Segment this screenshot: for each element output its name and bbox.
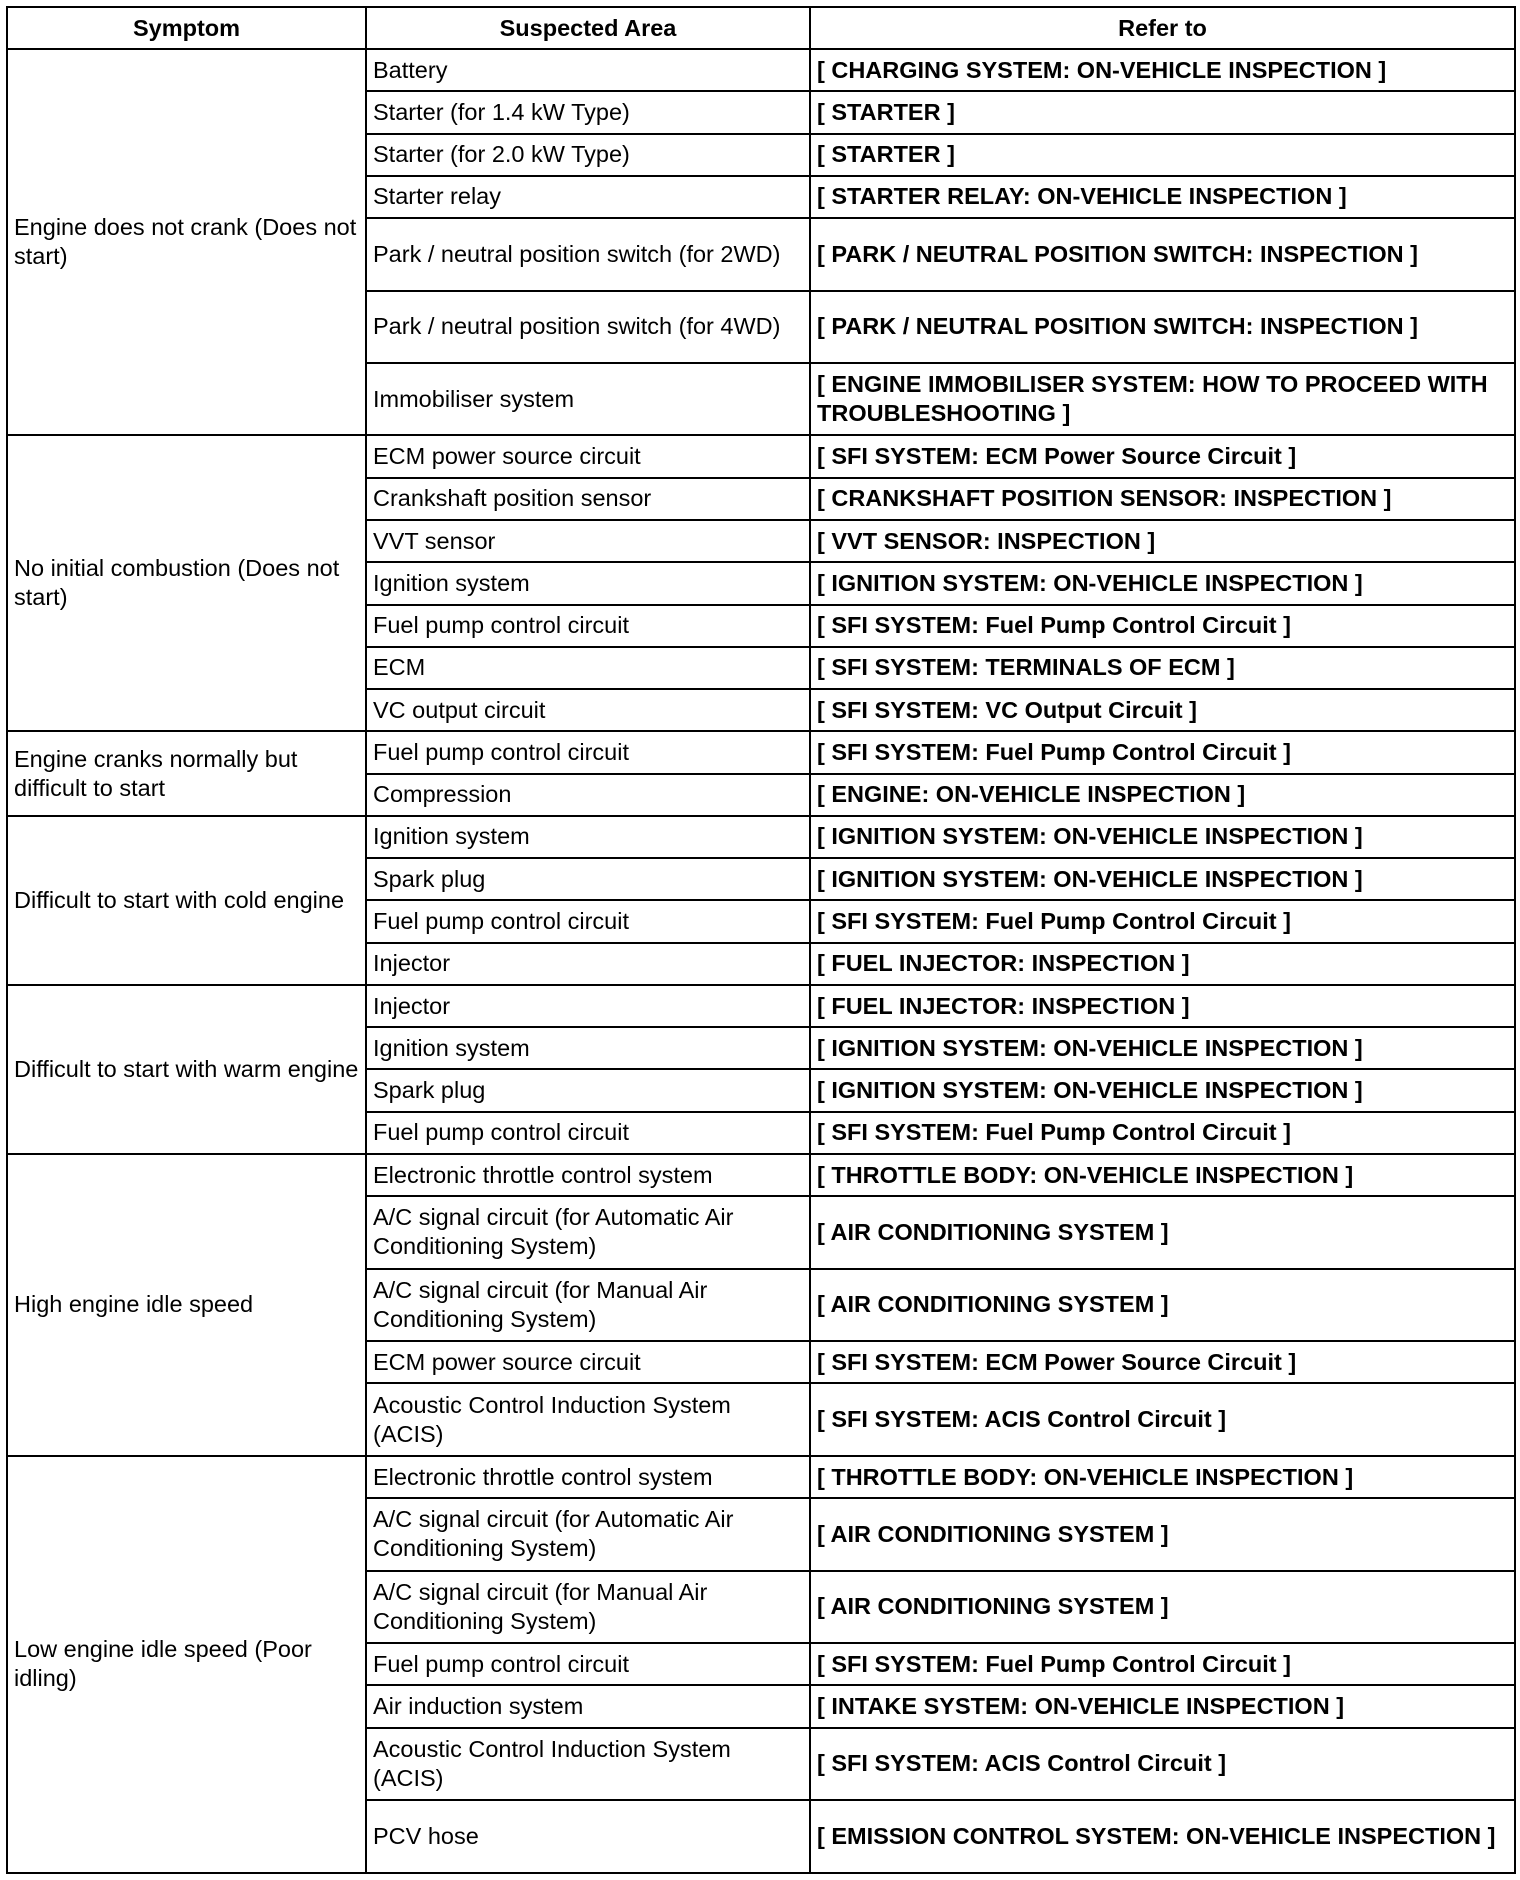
refer-to-cell[interactable]: [ SFI SYSTEM: Fuel Pump Control Circuit ]	[810, 1643, 1515, 1685]
troubleshooting-table	[6, 6, 1516, 1874]
suspected-area-cell: Acoustic Control Induction System (ACIS)	[366, 1728, 810, 1800]
refer-to-cell[interactable]: [ IGNITION SYSTEM: ON-VEHICLE INSPECTION ]	[810, 858, 1515, 900]
suspected-area-cell: VVT sensor	[366, 520, 810, 562]
refer-to-cell[interactable]: [ IGNITION SYSTEM: ON-VEHICLE INSPECTION ]	[810, 816, 1515, 858]
suspected-area-cell: Battery	[366, 49, 810, 91]
table-row	[7, 816, 1515, 858]
suspected-area-cell: Acoustic Control Induction System (ACIS)	[366, 1383, 810, 1455]
suspected-area-cell: Spark plug	[366, 1069, 810, 1111]
refer-to-cell[interactable]: [ PARK / NEUTRAL POSITION SWITCH: INSPECTION ]	[810, 291, 1515, 363]
suspected-area-cell: Electronic throttle control system	[366, 1154, 810, 1196]
refer-to-cell[interactable]: [ EMISSION CONTROL SYSTEM: ON-VEHICLE INSPECTION ]	[810, 1800, 1515, 1873]
header-suspected-area: Suspected Area	[366, 7, 810, 49]
refer-to-cell[interactable]: [ SFI SYSTEM: Fuel Pump Control Circuit ]	[810, 1112, 1515, 1154]
suspected-area-cell: Starter relay	[366, 176, 810, 218]
symptom-cell: Difficult to start with cold engine	[7, 816, 366, 985]
refer-to-cell[interactable]: [ SFI SYSTEM: ECM Power Source Circuit ]	[810, 1341, 1515, 1383]
suspected-area-cell: Injector	[366, 985, 810, 1027]
refer-to-cell[interactable]: [ SFI SYSTEM: Fuel Pump Control Circuit ]	[810, 731, 1515, 773]
suspected-area-cell: Electronic throttle control system	[366, 1456, 810, 1498]
refer-to-cell[interactable]: [ INTAKE SYSTEM: ON-VEHICLE INSPECTION ]	[810, 1685, 1515, 1727]
table-row	[7, 985, 1515, 1027]
symptom-cell: Difficult to start with warm engine	[7, 985, 366, 1154]
refer-to-cell[interactable]: [ THROTTLE BODY: ON-VEHICLE INSPECTION ]	[810, 1154, 1515, 1196]
suspected-area-cell: ECM power source circuit	[366, 1341, 810, 1383]
suspected-area-cell: ECM	[366, 647, 810, 689]
refer-to-cell[interactable]: [ ENGINE: ON-VEHICLE INSPECTION ]	[810, 774, 1515, 816]
refer-to-cell[interactable]: [ IGNITION SYSTEM: ON-VEHICLE INSPECTION ]	[810, 1027, 1515, 1069]
header-symptom: Symptom	[7, 7, 366, 49]
suspected-area-cell: Fuel pump control circuit	[366, 731, 810, 773]
refer-to-cell[interactable]: [ THROTTLE BODY: ON-VEHICLE INSPECTION ]	[810, 1456, 1515, 1498]
refer-to-cell[interactable]: [ FUEL INJECTOR: INSPECTION ]	[810, 943, 1515, 985]
table-row	[7, 435, 1515, 477]
table-row	[7, 1456, 1515, 1498]
suspected-area-cell: Fuel pump control circuit	[366, 1112, 810, 1154]
refer-to-cell[interactable]: [ SFI SYSTEM: ACIS Control Circuit ]	[810, 1728, 1515, 1800]
suspected-area-cell: VC output circuit	[366, 689, 810, 731]
table-row	[7, 49, 1515, 91]
suspected-area-cell: Park / neutral position switch (for 2WD)	[366, 218, 810, 290]
refer-to-cell[interactable]: [ AIR CONDITIONING SYSTEM ]	[810, 1571, 1515, 1643]
refer-to-cell[interactable]: [ PARK / NEUTRAL POSITION SWITCH: INSPECTION ]	[810, 218, 1515, 290]
refer-to-cell[interactable]: [ SFI SYSTEM: TERMINALS OF ECM ]	[810, 647, 1515, 689]
refer-to-cell[interactable]: [ STARTER ]	[810, 134, 1515, 176]
suspected-area-cell: A/C signal circuit (for Manual Air Conditioning System)	[366, 1269, 810, 1341]
suspected-area-cell: Crankshaft position sensor	[366, 478, 810, 520]
table-row	[7, 1154, 1515, 1196]
refer-to-cell[interactable]: [ SFI SYSTEM: Fuel Pump Control Circuit ]	[810, 605, 1515, 647]
suspected-area-cell: Injector	[366, 943, 810, 985]
suspected-area-cell: A/C signal circuit (for Manual Air Conditioning System)	[366, 1571, 810, 1643]
refer-to-cell[interactable]: [ STARTER ]	[810, 91, 1515, 133]
refer-to-cell[interactable]: [ SFI SYSTEM: ECM Power Source Circuit ]	[810, 435, 1515, 477]
refer-to-cell[interactable]: [ FUEL INJECTOR: INSPECTION ]	[810, 985, 1515, 1027]
symptom-cell: Low engine idle speed (Poor idling)	[7, 1456, 366, 1873]
suspected-area-cell: Ignition system	[366, 562, 810, 604]
refer-to-cell[interactable]: [ AIR CONDITIONING SYSTEM ]	[810, 1196, 1515, 1268]
refer-to-cell[interactable]: [ SFI SYSTEM: ACIS Control Circuit ]	[810, 1383, 1515, 1455]
suspected-area-cell: Fuel pump control circuit	[366, 900, 810, 942]
refer-to-cell[interactable]: [ CHARGING SYSTEM: ON-VEHICLE INSPECTION ]	[810, 49, 1515, 91]
suspected-area-cell: Ignition system	[366, 816, 810, 858]
refer-to-cell[interactable]: [ STARTER RELAY: ON-VEHICLE INSPECTION ]	[810, 176, 1515, 218]
refer-to-cell[interactable]: [ AIR CONDITIONING SYSTEM ]	[810, 1498, 1515, 1570]
suspected-area-cell: Compression	[366, 774, 810, 816]
suspected-area-cell: Starter (for 1.4 kW Type)	[366, 91, 810, 133]
refer-to-cell[interactable]: [ IGNITION SYSTEM: ON-VEHICLE INSPECTION ]	[810, 562, 1515, 604]
suspected-area-cell: ECM power source circuit	[366, 435, 810, 477]
table-row	[7, 731, 1515, 773]
refer-to-cell[interactable]: [ ENGINE IMMOBILISER SYSTEM: HOW TO PROCEED WITH TROUBLESHOOTING ]	[810, 363, 1515, 435]
refer-to-cell[interactable]: [ CRANKSHAFT POSITION SENSOR: INSPECTION ]	[810, 478, 1515, 520]
refer-to-cell[interactable]: [ SFI SYSTEM: VC Output Circuit ]	[810, 689, 1515, 731]
header-row	[7, 7, 1515, 49]
suspected-area-cell: Fuel pump control circuit	[366, 1643, 810, 1685]
suspected-area-cell: PCV hose	[366, 1800, 810, 1873]
suspected-area-cell: Park / neutral position switch (for 4WD)	[366, 291, 810, 363]
symptom-cell: High engine idle speed	[7, 1154, 366, 1456]
suspected-area-cell: Spark plug	[366, 858, 810, 900]
suspected-area-cell: Immobiliser system	[366, 363, 810, 435]
refer-to-cell[interactable]: [ SFI SYSTEM: Fuel Pump Control Circuit ]	[810, 900, 1515, 942]
symptom-cell: No initial combustion (Does not start)	[7, 435, 366, 731]
header-refer-to: Refer to	[810, 7, 1515, 49]
suspected-area-cell: A/C signal circuit (for Automatic Air Conditioning System)	[366, 1196, 810, 1268]
suspected-area-cell: Fuel pump control circuit	[366, 605, 810, 647]
suspected-area-cell: Ignition system	[366, 1027, 810, 1069]
suspected-area-cell: Air induction system	[366, 1685, 810, 1727]
refer-to-cell[interactable]: [ VVT SENSOR: INSPECTION ]	[810, 520, 1515, 562]
refer-to-cell[interactable]: [ AIR CONDITIONING SYSTEM ]	[810, 1269, 1515, 1341]
refer-to-cell[interactable]: [ IGNITION SYSTEM: ON-VEHICLE INSPECTION ]	[810, 1069, 1515, 1111]
symptom-cell: Engine does not crank (Does not start)	[7, 49, 366, 435]
symptom-cell: Engine cranks normally but difficult to start	[7, 731, 366, 816]
suspected-area-cell: Starter (for 2.0 kW Type)	[366, 134, 810, 176]
suspected-area-cell: A/C signal circuit (for Automatic Air Conditioning System)	[366, 1498, 810, 1570]
